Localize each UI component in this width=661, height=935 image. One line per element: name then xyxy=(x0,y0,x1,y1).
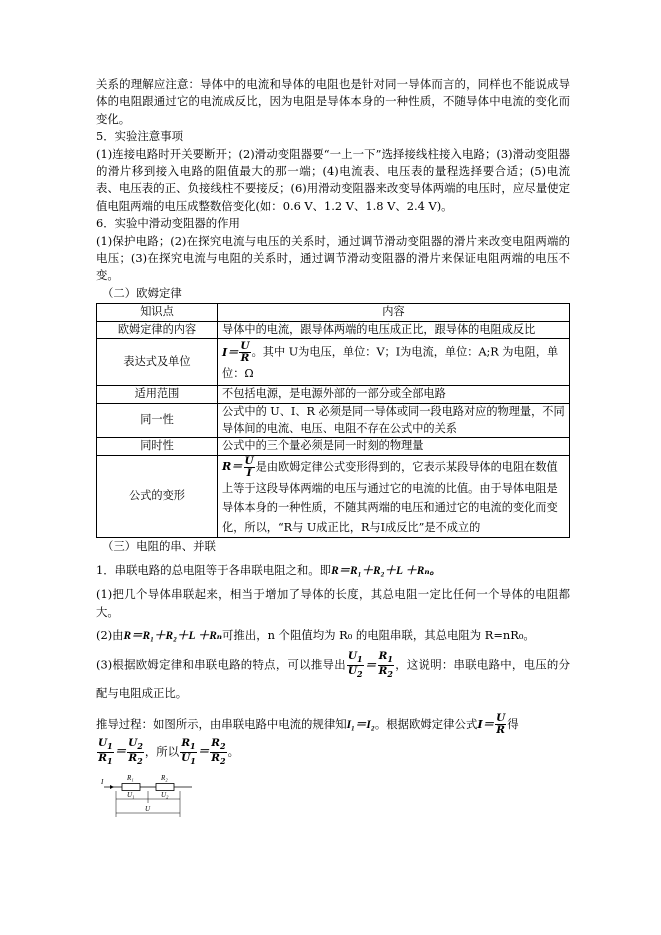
table-row xyxy=(97,321,570,339)
series-point-2-suffix: 可推出，n 个阻值均为 R₀ 的电阻串联，其总电阻为 R=nR₀。 xyxy=(222,627,535,642)
series-point-2 xyxy=(96,627,570,645)
section-5-body: (1)连接电路时开关要断开；(2)滑动变阻器要“一上一下”选择接线柱接入电路；(3)滑动变阻器的滑片移到接入电路的阻值最大的那一端；(4)电流表、电压表的量程选择要合适；(5)电流表、电压表的正、负接线柱不要接反；(6)用滑动变阻器来改变导体两端的电压时，应尽量使定值电阻两端的电压成整数倍变化(如：0.6 V、1.2 V、1.8 V、2.4 V)。 xyxy=(96,146,570,213)
formula-description: 。其中 U为电压，单位：V；I为电流，单位：A;R 为电阻，单位：Ω xyxy=(222,345,559,381)
derivation-so: ，所以 xyxy=(144,744,180,759)
series-point-3 xyxy=(96,651,570,704)
formula-variant-description: 是由欧姆定律公式变形得到的，它表示某段导体的电阻在数值上等于这段导体两端的电压与通过它的电流的比值。由于导体电阻是导体本身的一种性质，不随其两端的电压和通过它的电流的变化而变化，所以，“R与 U成正比，R与I成反比”是不成立的 xyxy=(222,460,558,534)
table-value-cell: 公式中的三个量必须是同一时刻的物理量 xyxy=(218,438,570,456)
table-value-cell: 公式中的 U、I、R 必须是同一导体或同一段电路对应的物理量，不同导体间的电流、电压、电阻不存在公式中的关系 xyxy=(218,404,570,438)
series-circuit-diagram xyxy=(100,771,570,828)
circuit-label: U₁ xyxy=(127,790,135,799)
ohms-law-formula: I＝ $\frac{U}{R}$ xyxy=(222,340,250,365)
circuit-label: R₂ xyxy=(161,773,168,782)
series-sum-formula-inline: R＝R₁＋R₂＋L ＋Rₙ xyxy=(123,629,223,642)
resistance-formula: R＝ $\frac{U}{I}$ xyxy=(222,454,254,479)
table-row xyxy=(97,386,570,404)
derivation-suffix: 得 xyxy=(507,716,519,731)
derivation-end: 。 xyxy=(227,744,239,759)
table-header-row xyxy=(97,304,570,322)
series-rule xyxy=(96,562,570,580)
table-key-cell: 公式的变形 xyxy=(97,455,218,538)
table-value-cell: 导体中的电流，跟导体两端的电压成正比，跟导体的电阻成反比 xyxy=(218,321,570,339)
derivation-result-formula: $\frac{R_1}{U_1}$ ＝ $\frac{R_2}{R_2}$ xyxy=(181,736,226,766)
document-page xyxy=(96,76,570,828)
table-row xyxy=(97,438,570,456)
table-value-cell-formula xyxy=(218,455,570,538)
derivation-step-formula: $\frac{U_1}{R_1}$ ＝ $\frac{U_2}{R_2}$ xyxy=(98,736,143,766)
derivation-middle: 。根据欧姆定律公式 xyxy=(374,716,478,731)
table-key-cell: 欧姆定律的内容 xyxy=(97,321,218,339)
series-sum-formula: R＝R₁＋R₂＋L ＋Rₙ。 xyxy=(331,564,441,577)
circuit-label: U₂ xyxy=(161,790,169,799)
table-header-cell: 内容 xyxy=(218,304,570,322)
circuit-label: I xyxy=(101,777,104,786)
table-value-cell-formula xyxy=(218,339,570,386)
ohms-law-table xyxy=(96,303,570,538)
table-row xyxy=(97,339,570,386)
table-key-cell: 同一性 xyxy=(97,404,218,438)
series-point-1: (1)把几个导体串联起来，相当于增加了导体的长度，其总电阻一定比任何一个导体的电阻都大。 xyxy=(96,587,570,619)
part-2-title: （二）欧姆定律 xyxy=(102,285,182,300)
series-point-3-suffix: ，这说明：串联电路中，电压的分配与电阻成正比。 xyxy=(96,657,570,700)
series-point-2-prefix: (2)由 xyxy=(96,627,124,642)
section-6-body: (1)保护电路；(2)在探究电流与电压的关系时，通过调节滑动变阻器的滑片来改变电阻两端的电压；(3)在探究电流与电阻的关系时，通过调节滑动变阻器的滑片来保证电阻两端的电压不变。 xyxy=(96,233,570,283)
circuit-label: U xyxy=(145,804,151,813)
part-3-title: （三）电阻的串、并联 xyxy=(102,539,216,554)
circuit-label: R₁ xyxy=(127,773,134,782)
table-row xyxy=(97,404,570,438)
table-row xyxy=(97,455,570,538)
ohms-law-inline-formula: I＝ $\frac{U}{R}$ xyxy=(477,712,506,737)
table-key-cell: 表达式及单位 xyxy=(97,339,218,386)
voltage-ratio-formula: $\frac{U_1}{U_2}$ ＝ $\frac{R_1}{R_2}$ xyxy=(347,650,393,680)
derivation-paragraph xyxy=(96,711,570,767)
section-5-title: 5．实验注意事项 xyxy=(96,129,183,144)
intro-paragraph: 关系的理解应注意：导体中的电流和导体的电阻也是针对同一导体而言的，同样也不能说成导体的电阻跟通过它的电流成反比，因为电阻是导体本身的一种性质，不随导体中电流的变化而变化。 xyxy=(96,77,570,126)
series-rule-text: 1．串联电路的总电阻等于各串联电阻之和。即 xyxy=(96,562,332,577)
section-6-title: 6．实验中滑动变阻器的作用 xyxy=(96,216,240,231)
table-header-cell: 知识点 xyxy=(97,304,218,322)
table-key-cell: 同时性 xyxy=(97,438,218,456)
series-point-3-prefix: (3)根据欧姆定律和串联电路的特点，可以推导出 xyxy=(96,657,346,672)
table-key-cell: 适用范围 xyxy=(97,386,218,404)
current-equality-formula: I₁＝I₂ xyxy=(346,718,375,731)
derivation-prefix: 推导过程：如图所示，由串联电路中电流的规律知 xyxy=(96,716,347,731)
table-value-cell: 不包括电源，是电源外部的一部分或全部电路 xyxy=(218,386,570,404)
